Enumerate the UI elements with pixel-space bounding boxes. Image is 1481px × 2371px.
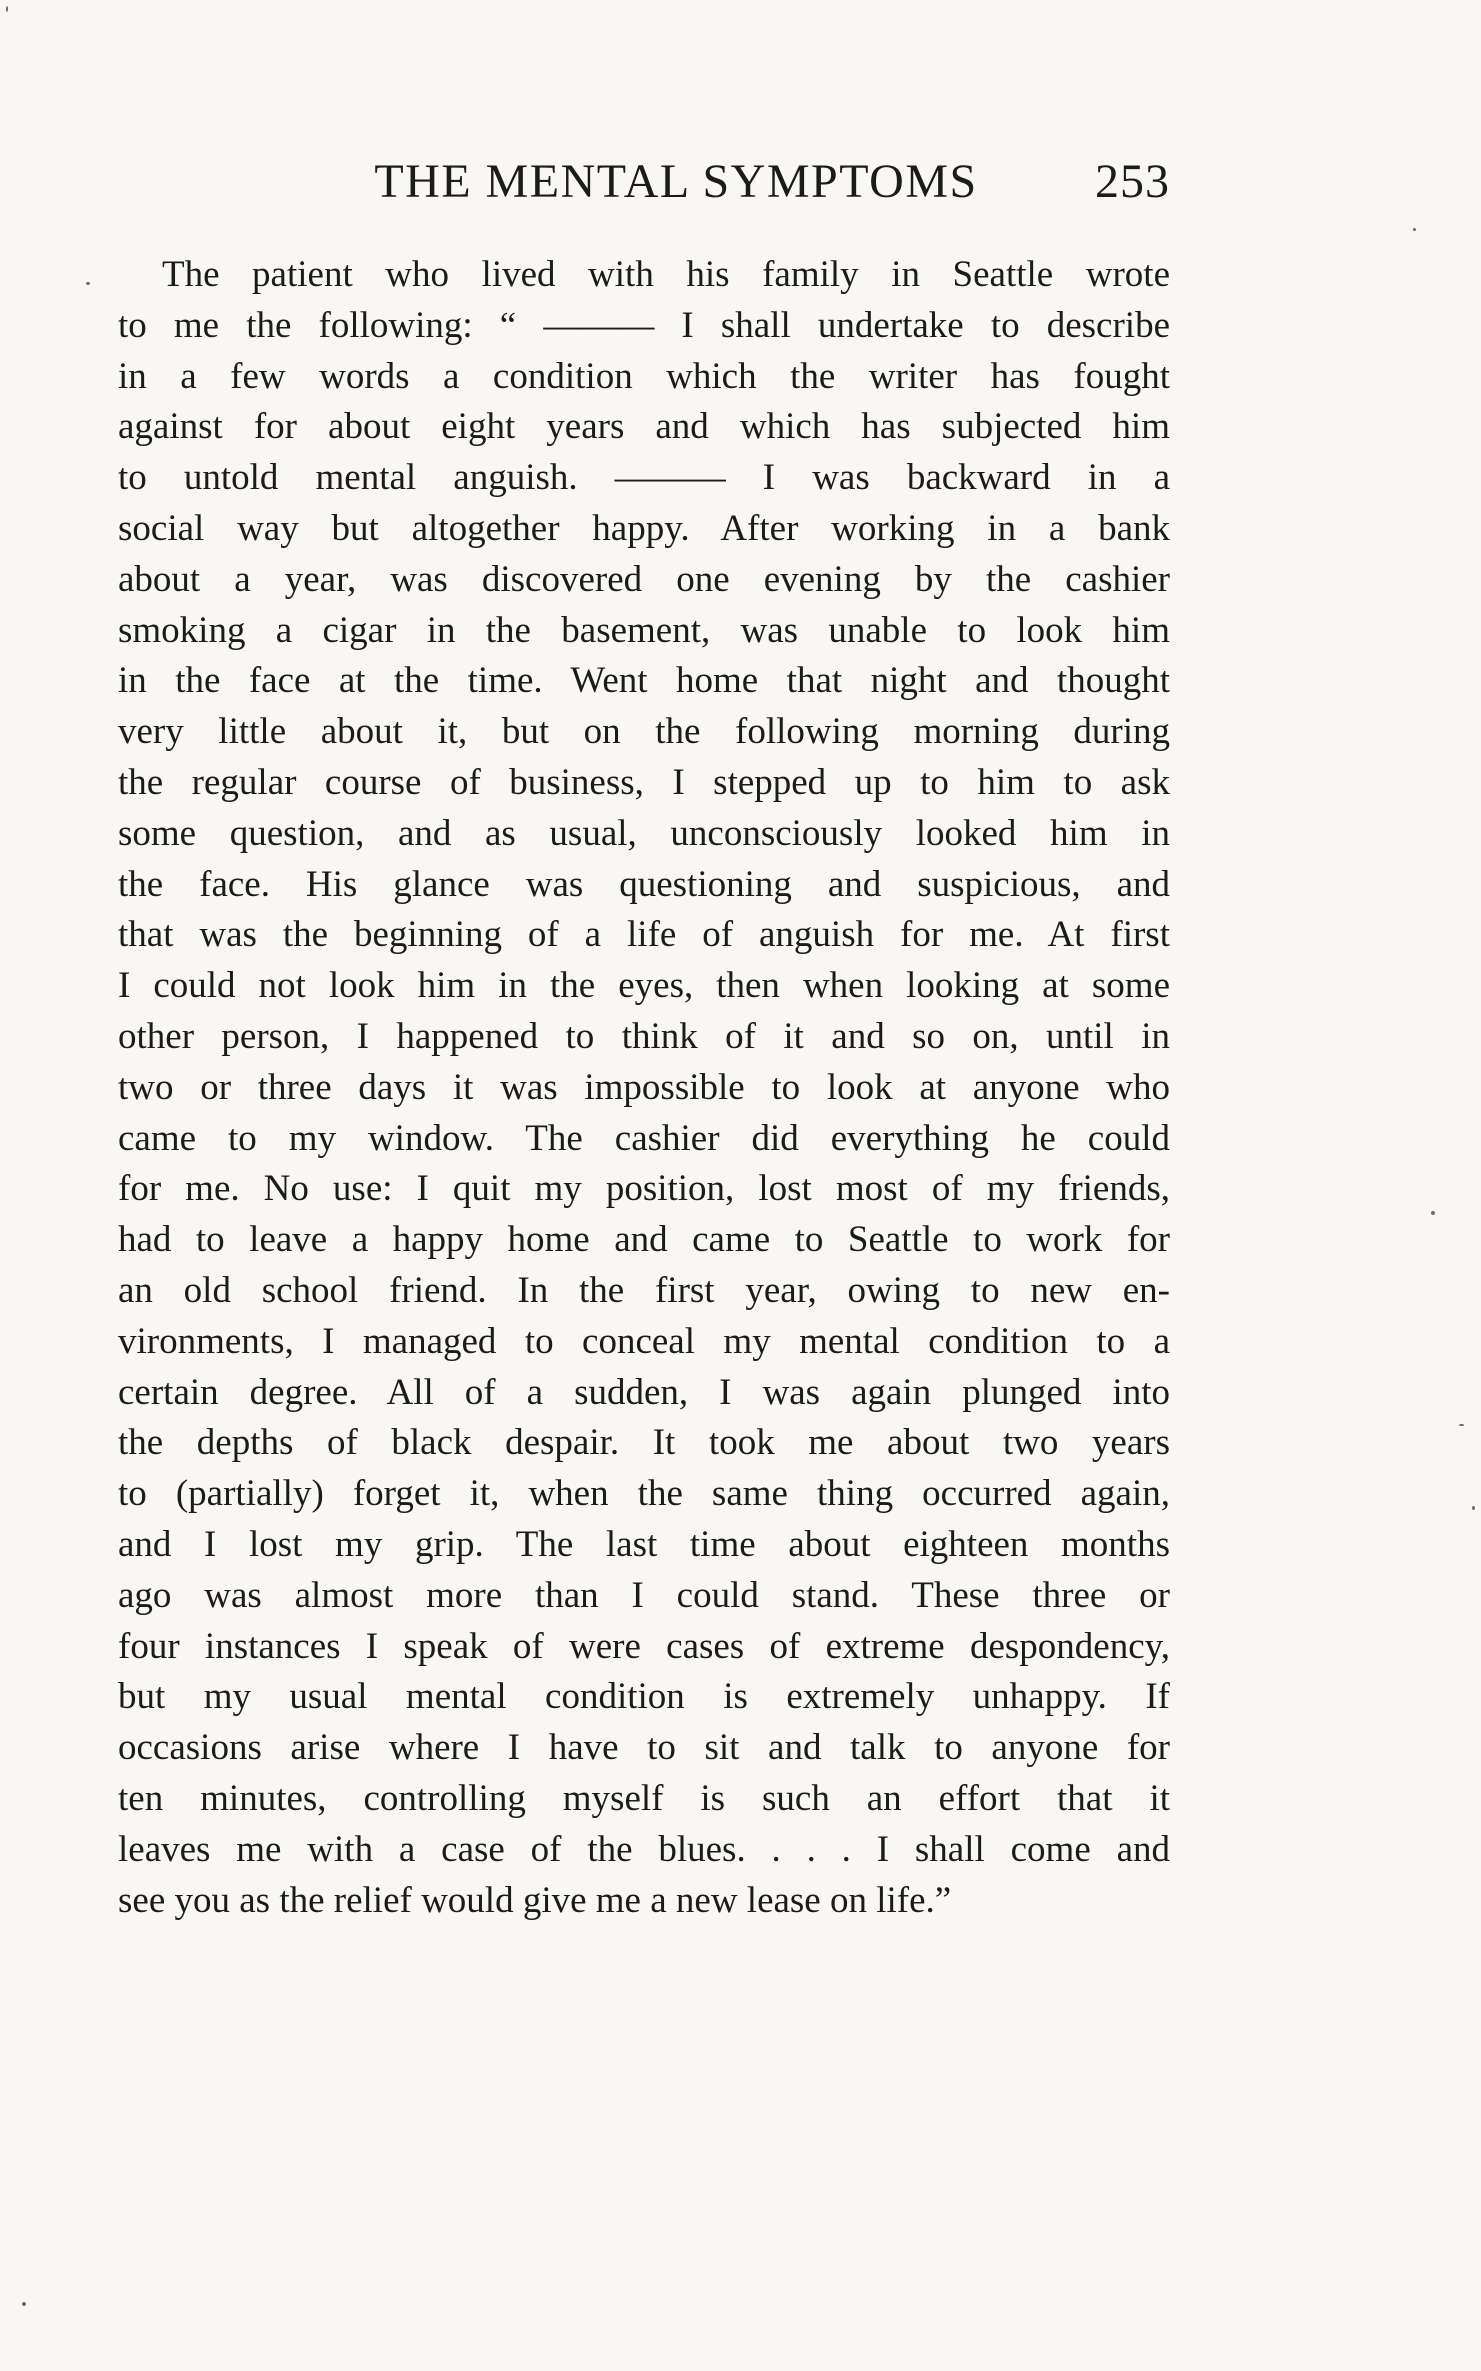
scan-speck: [1413, 228, 1416, 231]
text-line: to untold mental anguish. ——— I was backward in a: [118, 457, 1170, 499]
text-line: but my usual mental condition is extremely unhappy. If: [118, 1676, 1170, 1718]
text-line: other person, I happened to think of it and so on, until in: [118, 1015, 1170, 1057]
scan-speck: [1431, 1211, 1435, 1215]
text-line: in a few words a condition which the writer has fought: [118, 355, 1170, 397]
scan-speck: [22, 2302, 26, 2306]
text-line: that was the beginning of a life of anguish for me. At first: [118, 914, 1170, 956]
text-line: social way but altogether happy. After working in a bank: [118, 507, 1170, 549]
text-line: to me the following: “ ——— I shall undertake to describe: [118, 304, 1170, 346]
text-line: I could not look him in the eyes, then when looking at some: [118, 965, 1170, 1007]
text-line: the depths of black despair. It took me about two years: [118, 1422, 1170, 1464]
text-line: in the face at the time. Went home that night and thought: [118, 660, 1170, 702]
running-title: THE MENTAL SYMPTOMS: [374, 155, 978, 208]
text-line: some question, and as usual, unconsciously looked him in: [118, 812, 1170, 854]
running-head: [118, 152, 1170, 212]
text-line: the face. His glance was questioning and suspicious, and: [118, 863, 1170, 905]
text-line: smoking a cigar in the basement, was unable to look him: [118, 609, 1170, 651]
text-line: an old school friend. In the first year, owing to new en-: [118, 1269, 1170, 1311]
text-line: occasions arise where I have to sit and talk to anyone for: [118, 1727, 1170, 1769]
text-line: came to my window. The cashier did everything he could: [118, 1117, 1170, 1159]
scan-speck: [1472, 1506, 1475, 1510]
text-line: for me. No use: I quit my position, lost most of my friends,: [118, 1168, 1170, 1210]
text-line: The patient who lived with his family in Seattle wrote: [162, 254, 1170, 295]
scan-speck: [1459, 1424, 1464, 1426]
text-line: about a year, was discovered one evening by the cashier: [118, 558, 1170, 600]
text-line: to (partially) forget it, when the same thing occurred again,: [118, 1473, 1170, 1515]
page-number: 253: [1095, 155, 1170, 208]
text-line: leaves me with a case of the blues. . . . I shall come and: [118, 1828, 1170, 1870]
scan-speck: [6, 6, 8, 12]
text-line: certain degree. All of a sudden, I was again plunged into: [118, 1371, 1170, 1413]
text-line: ten minutes, controlling myself is such an effort that it: [118, 1777, 1170, 1819]
text-line: had to leave a happy home and came to Seattle to work for: [118, 1219, 1170, 1261]
text-line: against for about eight years and which has subjected him: [118, 406, 1170, 448]
text-line: see you as the relief would give me a new lease on life.”: [118, 1879, 952, 1921]
text-line: vironments, I managed to conceal my mental condition to a: [118, 1320, 1170, 1362]
text-line: four instances I speak of were cases of extreme despondency,: [118, 1625, 1170, 1667]
body-paragraph: [118, 250, 1170, 1926]
text-line: the regular course of business, I stepped up to him to ask: [118, 761, 1170, 803]
text-line: very little about it, but on the following morning during: [118, 711, 1170, 753]
text-line: and I lost my grip. The last time about eighteen months: [118, 1523, 1170, 1565]
text-line: ago was almost more than I could stand. These three or: [118, 1574, 1170, 1616]
scan-speck: [86, 282, 90, 285]
text-line: two or three days it was impossible to look at anyone who: [118, 1066, 1170, 1108]
